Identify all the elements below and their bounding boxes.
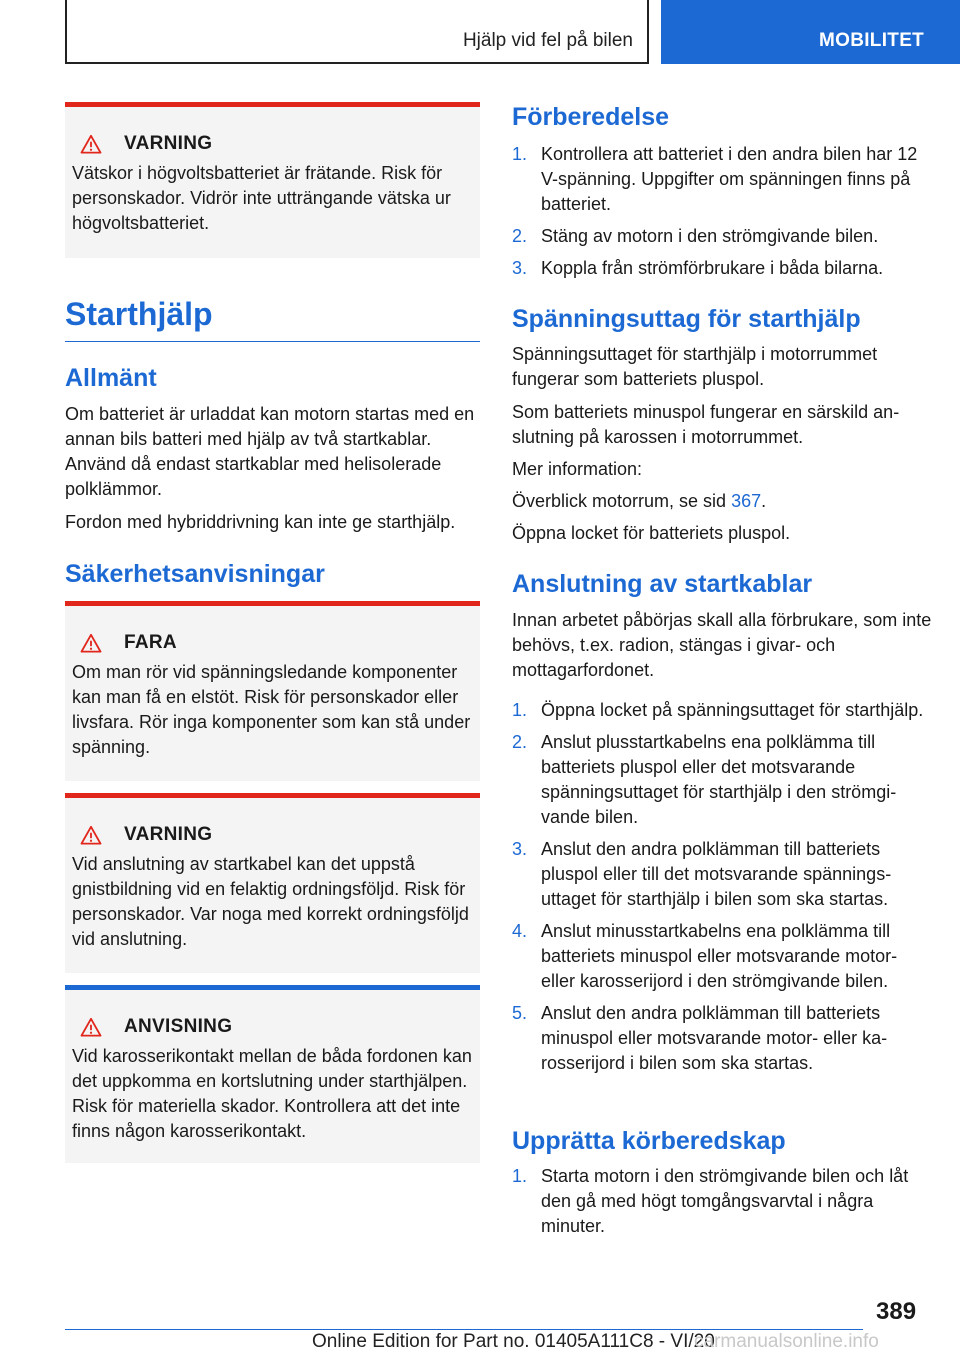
notice-text: Vid karosserikontakt mellan de båda fordonen kan det uppkomma en kortslutning under starthjälpen. Risk för materiella skador. Kontrollera att det inte finns någon karosserikontakt. — [72, 1046, 472, 1141]
section-title-starthjalp: Starthjälp — [65, 296, 480, 342]
heading-connect: Anslutning av startkablar — [512, 570, 813, 598]
list-item: 2. Stäng av motorn i den strömgivande bilen. — [512, 226, 879, 246]
socket-paragraph-4: Överblick motorrum, se sid 367. — [512, 491, 767, 511]
warning-label: VARNING — [124, 133, 213, 154]
header-title-box — [65, 0, 649, 64]
warning-text: Vätskor i högvoltsbatteriet är frätande. Risk för personskador. Vidrör inte utträngande vätska ur högvoltsbatteriet. — [72, 163, 451, 233]
connect-intro: Innan arbetet påbörjas skall alla förbrukare, som inte behövs, t.ex. radion, stängas i givar- och mottagarfordonet. — [512, 610, 932, 680]
warning-box-2 — [65, 793, 480, 973]
list-item: 3. Anslut den andra polklämman till batteriets pluspol eller till det motsvarande spänningsuttaget för starthjälp i bilen som ska startas. — [512, 839, 892, 909]
warning-triangle-icon — [80, 633, 102, 653]
list-item: 5. Anslut den andra polklämman till batteriets minuspol eller motsvarande motor- eller karosserijord i bilen som ska startas. — [512, 1003, 888, 1073]
list-item: 1. Öppna locket på spänningsuttaget för starthjälp. — [512, 700, 924, 720]
page-number: 389 — [876, 1298, 917, 1325]
notice-box — [65, 985, 480, 1163]
page-reference-link[interactable]: 367 — [731, 491, 762, 511]
heading-ready: Upprätta körberedskap — [512, 1127, 786, 1155]
heading-socket: Spänningsuttag för starthjälp — [512, 305, 861, 333]
warning-triangle-icon — [80, 134, 102, 154]
socket-paragraph-2: Som batteriets minuspol fungerar en särskild anslutning på karossen i motorrummet. — [512, 402, 900, 447]
footer-watermark: carmanualsonline.info — [694, 1331, 879, 1352]
warning-text: Vid anslutning av startkabel kan det uppstå gnistbildning vid en felaktig ordningsföljd. Risk för personskador. Var noga med korrekt ordningsföljd vid anslutning. — [72, 854, 469, 949]
notice-label: ANVISNING — [124, 1016, 233, 1037]
ready-steps — [512, 1164, 932, 1246]
socket-paragraph-5: Öppna locket för batteriets pluspol. — [512, 523, 791, 543]
warning-label: VARNING — [124, 824, 213, 845]
general-paragraph-1: Om batteriet är urladdat kan motorn startas med en annan bils batteri med hjälp av två startkablar. Använd då endast startkablar med helisolerade polklämmor. — [65, 404, 475, 499]
danger-box — [65, 601, 480, 781]
warning-triangle-icon — [80, 825, 102, 845]
footer-divider — [65, 1329, 863, 1330]
header-section-tab[interactable]: MOBILITET — [661, 0, 960, 64]
header-title: Hjälp vid fel på bilen — [462, 30, 633, 51]
list-item: 2. Anslut plusstartkabelns ena polklämma till batteriets pluspol eller det motsvarande spänningsuttaget för starthjälp i den strömgivande bilen. — [512, 732, 897, 827]
preparation-steps — [512, 142, 932, 288]
warning-box-1 — [65, 102, 480, 258]
connect-steps — [512, 698, 932, 1083]
list-item: 1. Starta motorn i den strömgivande bilen och låt den gå med högt tomgångsvarvtal i några minuter. — [512, 1166, 909, 1236]
list-item: 4. Anslut minusstartkabelns ena polklämma till batteriets minuspol eller motsvarande motor- eller karosserijord i den strömgivande bilen. — [512, 921, 898, 991]
footer-edition: Online Edition for Part no. 01405A111C8 - VI/20 — [312, 1331, 715, 1352]
socket-paragraph-3: Mer information: — [512, 459, 643, 479]
list-item: 1. Kontrollera att batteriet i den andra bilen har 12 V-spänning. Uppgifter om spänningen finns på batteriet. — [512, 144, 918, 214]
list-item: 3. Koppla från strömförbrukare i båda bilarna. — [512, 258, 884, 278]
general-paragraph-2: Fordon med hybriddrivning kan inte ge starthjälp. — [65, 512, 456, 532]
danger-text: Om man rör vid spänningsledande komponenter kan man få en elstöt. Risk för personskador eller livsfara. Rör inga komponenter som kan stå under spänning. — [72, 662, 471, 757]
heading-general: Allmänt — [65, 364, 157, 392]
socket-paragraph-1: Spänningsuttaget för starthjälp i motorrummet fungerar som batteriets pluspol. — [512, 344, 878, 389]
heading-preparation: Förberedelse — [512, 103, 670, 131]
warning-triangle-icon — [80, 1017, 102, 1037]
danger-label: FARA — [124, 632, 177, 653]
heading-safety: Säkerhetsanvisningar — [65, 560, 325, 588]
